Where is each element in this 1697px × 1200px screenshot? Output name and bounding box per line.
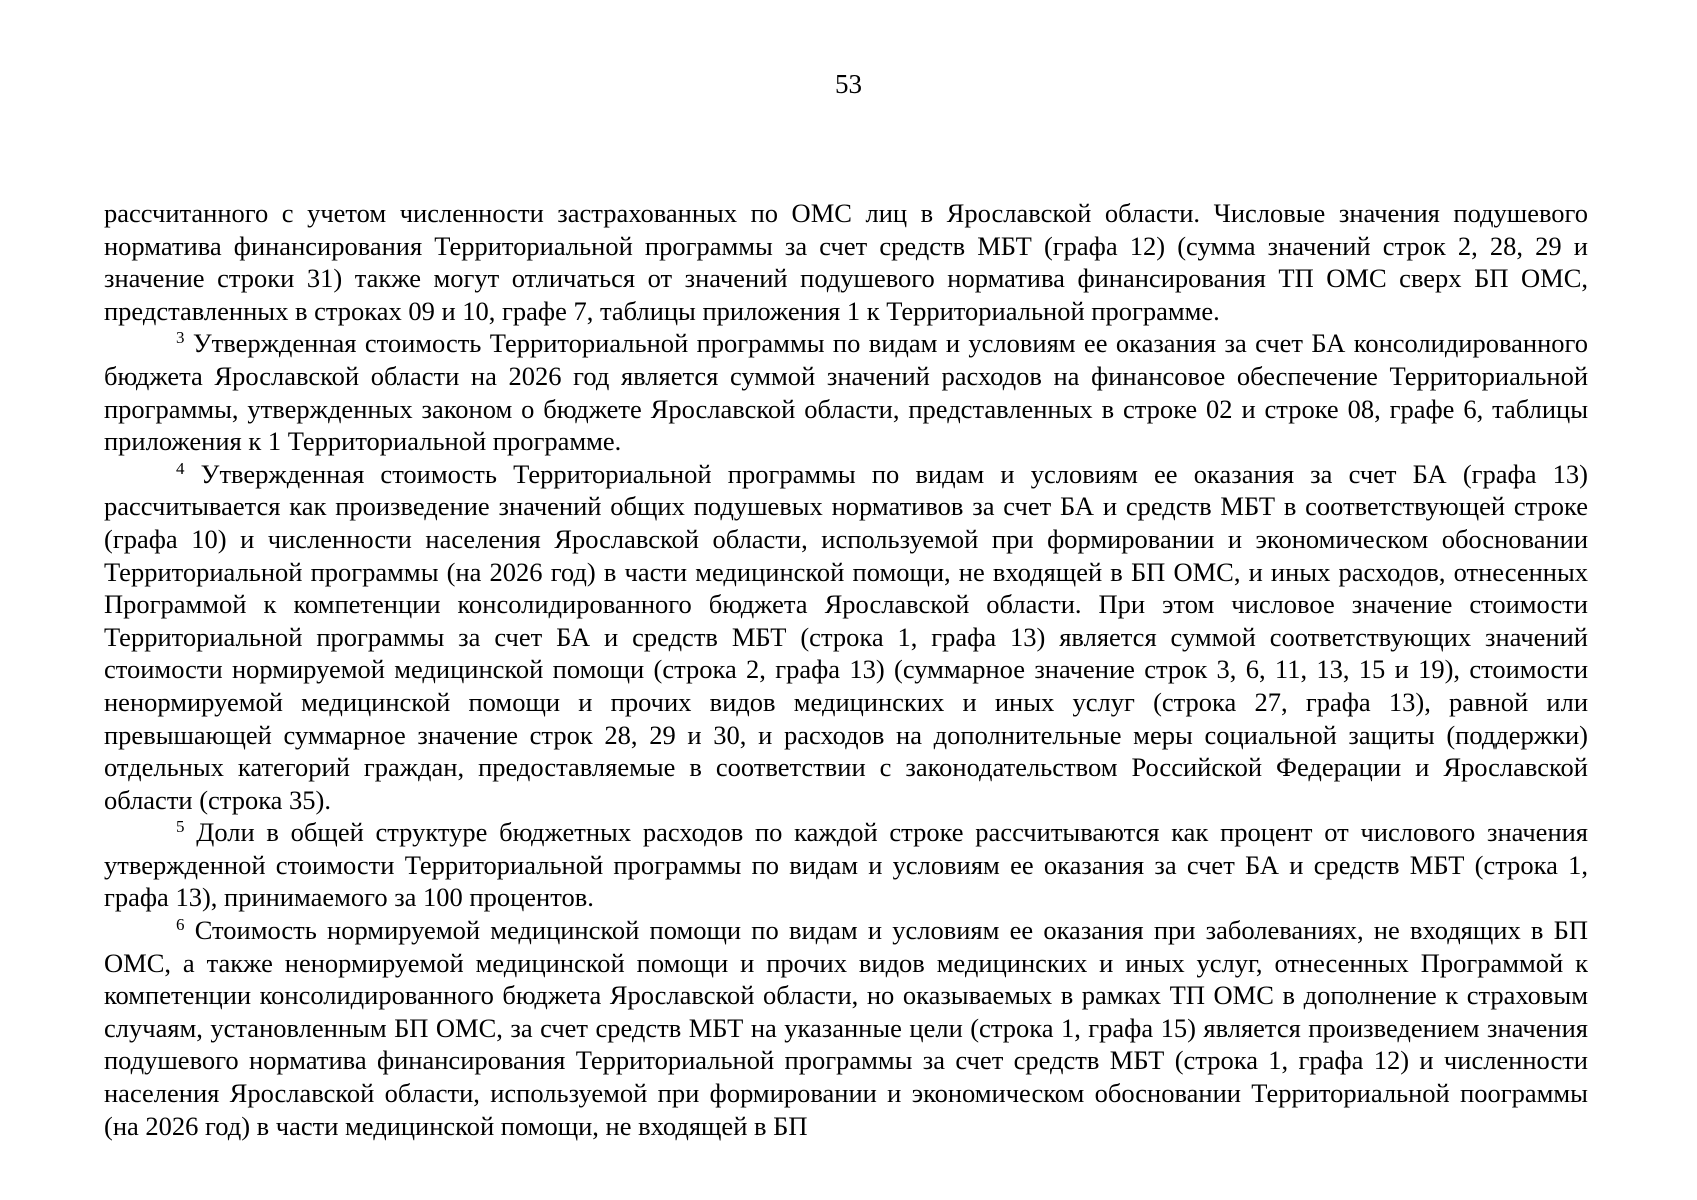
- footnote-marker: 6: [176, 915, 185, 935]
- footnote-5: [104, 816, 1588, 914]
- footnote-6: [104, 914, 1588, 1142]
- footnote-text: Стоимость нормируемой медицинской помощи по видам и условиям ее оказания при заболеваниях, не входящих в БП ОМС, а также ненормируемой медицинской помощи и прочих видов медицинских и иных услуг, отнесенных Программой к компетенции консолидированного бюджета Ярославской области, но оказываемых в рамках ТП ОМС в дополнение к страховым случаям, установленным БП ОМС, за счет средств МБТ на указанные цели (строка 1, графа 15) является произведением значения подушевого норматива финансирования Территориальной программы за счет средств МБТ (строка 1, графа 12) и численности населения Ярославской области, используемой при формировании и экономическом обосновании Территориальной поограммы (на 2026 год) в части медицинской помощи, не входящей в БП: [104, 915, 1588, 1141]
- footnote-text: Утвержденная стоимость Территориальной программы по видам и условиям ее оказания за счет БА консолидированного бюджета Ярославской области на 2026 год является суммой значений расходов на финансовое обеспечение Территориальной программы, утвержденных законом о бюджете Ярославской области, представленных в строке 02 и строке 08, графе 6, таблицы приложения к 1 Территориальной программе.: [104, 328, 1588, 457]
- footnote-3: [104, 327, 1588, 457]
- document-body: [104, 197, 1588, 1142]
- page-number: 53: [835, 69, 862, 99]
- paragraph-text: рассчитанного с учетом численности застрахованных по ОМС лиц в Ярославской области. Числовые значения подушевого норматива финансирования Территориальной программы за счет средств МБТ (графа 12) (сумма значений строк 2, 28, 29 и значение строки 31) также могут отличаться от значений подушевого норматива финансирования ТП ОМС сверх БП ОМС, представленных в строках 09 и 10, графе 7, таблицы приложения 1 к Территориальной программе.: [104, 198, 1588, 326]
- footnote-marker: 5: [176, 817, 185, 837]
- footnote-text: Доли в общей структуре бюджетных расходов по каждой строке рассчитываются как процент от числового значения утвержденной стоимости Территориальной программы по видам и условиям ее оказания за счет БА и средств МБТ (строка 1, графа 13), принимаемого за 100 процентов.: [104, 817, 1588, 913]
- footnote-marker: 3: [176, 328, 185, 348]
- paragraph-continuation: [104, 197, 1588, 327]
- footnote-4: [104, 458, 1588, 817]
- footnote-text: Утвержденная стоимость Территориальной программы по видам и условиям ее оказания за счет БА (графа 13) рассчитывается как произведение значений общих подушевых нормативов за счет БА и средств МБТ в соответствующей строке (графа 10) и численности населения Ярославской области, используемой при формировании и экономическом обосновании Территориальной программы (на 2026 год) в части медицинской помощи, не входящей в БП ОМС, и иных расходов, отнесенных Программой к компетенции консолидированного бюджета Ярославской области. При этом числовое значение стоимости Территориальной программы за счет БА и средств МБТ (строка 1, графа 13) является суммой соответствующих значений стоимости нормируемой медицинской помощи (строка 2, графа 13) (суммарное значение строк 3, 6, 11, 13, 15 и 19), стоимости ненормируемой медицинской помощи и прочих видов медицинских и иных услуг (строка 27, графа 13), равной или превышающей суммарное значение строк 28, 29 и 30, и расходов на дополнительные меры социальной защиты (поддержки) отдельных категорий граждан, предоставляемые в соответствии с законодательством Российской Федерации и Ярославской области (строка 35).: [104, 458, 1588, 815]
- footnote-marker: 4: [176, 458, 185, 478]
